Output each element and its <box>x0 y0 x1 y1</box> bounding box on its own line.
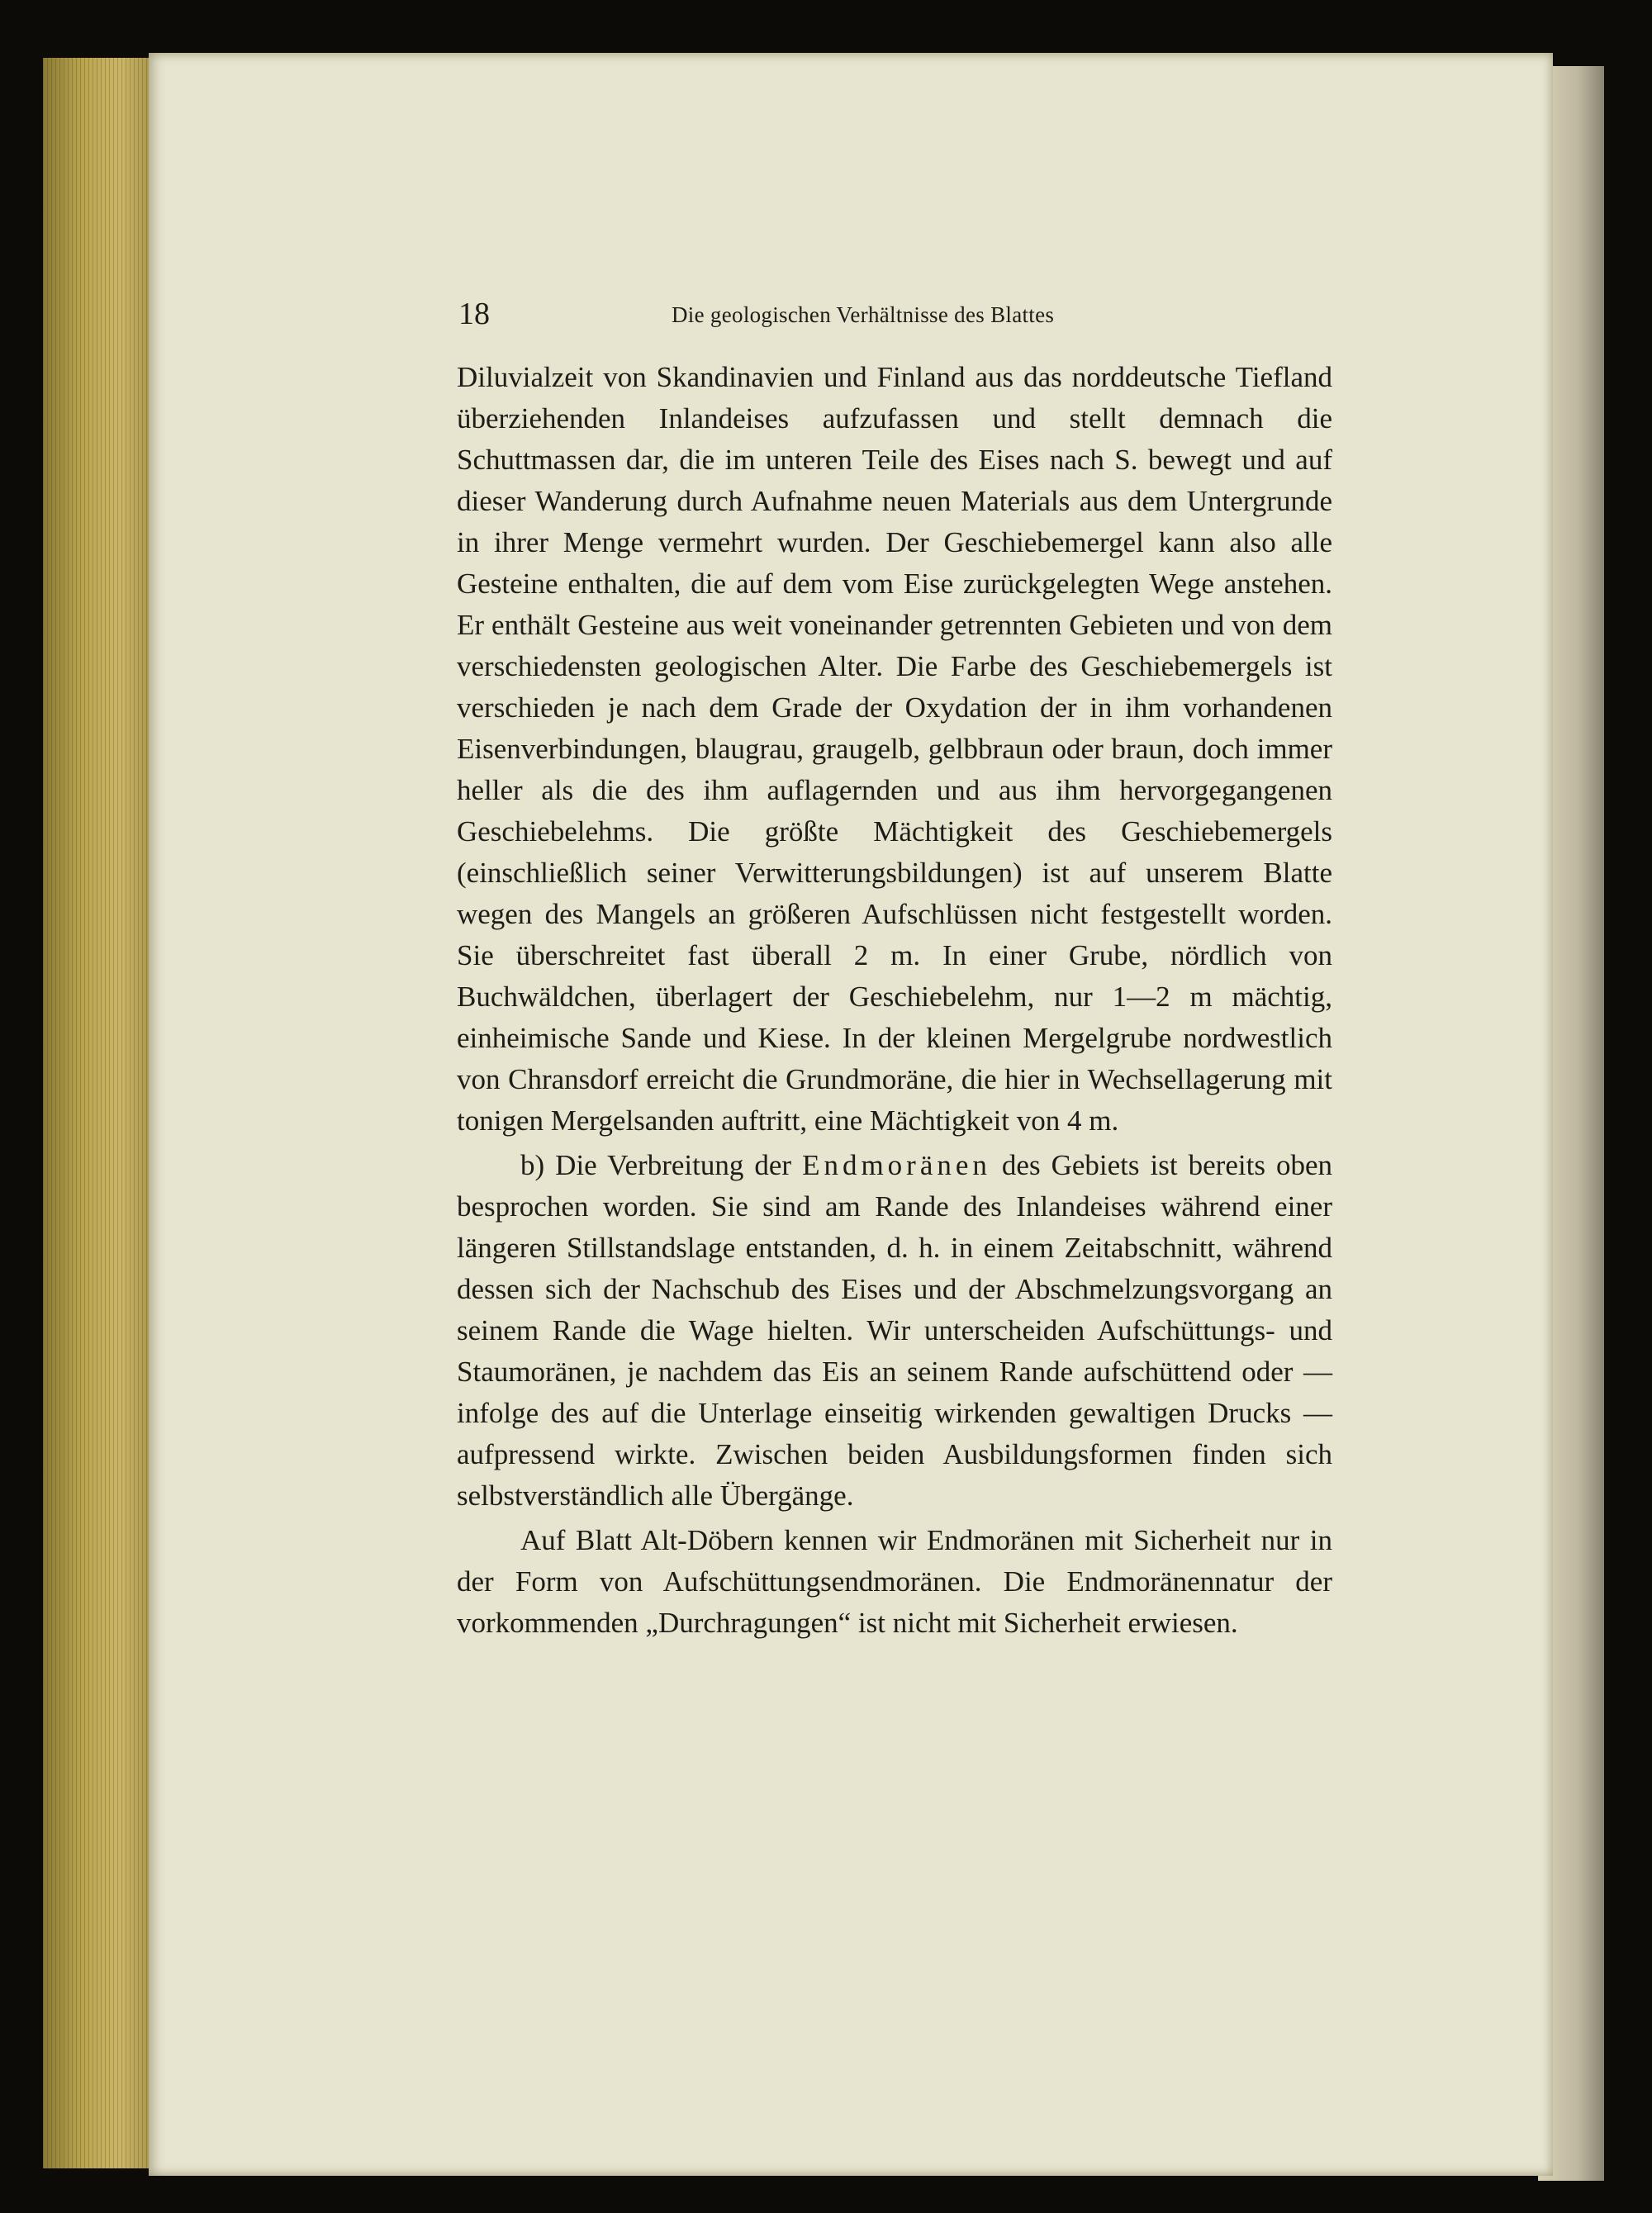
page-number: 18 <box>458 297 490 331</box>
page-header <box>458 296 1342 337</box>
running-title: Die geologischen Verhältnisse des Blattes <box>672 302 1055 327</box>
paragraph-alt-doebern: Auf Blatt Alt-Döbern kennen wir Endmoränen mit Sicherheit nur in der Form von Aufschüttungsendmoränen. Die Endmoränennatur der vorkommenden „Durchragungen“ ist nicht mit Sicherheit erwiesen. <box>457 1524 1332 1639</box>
page-body <box>457 357 1332 1647</box>
book-page-edges-left <box>43 58 154 2168</box>
paragraph-endmoraenen <box>457 1145 1332 1517</box>
paragraph-prefix: b) Die Verbreitung der <box>520 1149 803 1181</box>
paragraph-text: des Gebiets ist bereits oben besprochen worden. Sie sind am Rande des Inlandeises während einer längeren Stillstandslage entstanden, d. h. in einem Zeitabschnitt, während dessen sich der Nachschub des Eises und der Abschmelzungsvorgang an seinem Rande die Wage hielten. Wir unterscheiden Aufschüttungs- und Staumoränen, je nachdem das Eis an seinem Rande aufschüttend oder — infolge des auf die Unterlage einseitig wirkenden gewaltigen Drucks — aufpressend wirkte. Zwischen beiden Ausbildungsformen finden sich selbstverständlich alle Übergänge. <box>457 1149 1332 1512</box>
emphasized-term: Endmoränen <box>802 1149 991 1181</box>
paragraph-geschiebemergel: Diluvialzeit von Skandinavien und Finland aus das norddeutsche Tiefland überziehenden Inlandeises aufzufassen und stellt demnach die Schuttmassen dar, die im unteren Teile des Eises nach S. bewegt und auf dieser Wanderung durch Aufnahme neuen Materials aus dem Untergrunde in ihrer Menge vermehrt wurden. Der Geschiebemergel kann also alle Gesteine enthalten, die auf dem vom Eise zurückgelegten Wege anstehen. Er enthält Gesteine aus weit voneinander getrennten Gebieten und von dem verschiedensten geologischen Alter. Die Farbe des Geschiebemergels ist verschieden je nach dem Grade der Oxydation der in ihm vorhandenen Eisenverbindungen, blaugrau, graugelb, gelbbraun oder braun, doch immer heller als die des ihm auflagernden und aus ihm hervorgegangenen Geschiebelehms. Die größte Mächtigkeit des Geschiebemergels (einschließlich seiner Verwitterungsbildungen) ist auf unserem Blatte wegen des Mangels an größeren Aufschlüssen nicht festgestellt worden. Sie überschreitet fast überall 2 m. In einer Grube, nördlich von Buchwäldchen, überlagert der Geschiebelehm, nur 1—2 m mächtig, einheimische Sande und Kiese. In der kleinen Mergelgrube nordwestlich von Chransdorf erreicht die Grundmoräne, die hier in Wechsellagerung mit tonigen Mergelsanden auftritt, eine Mächtigkeit von 4 m. <box>457 361 1332 1137</box>
